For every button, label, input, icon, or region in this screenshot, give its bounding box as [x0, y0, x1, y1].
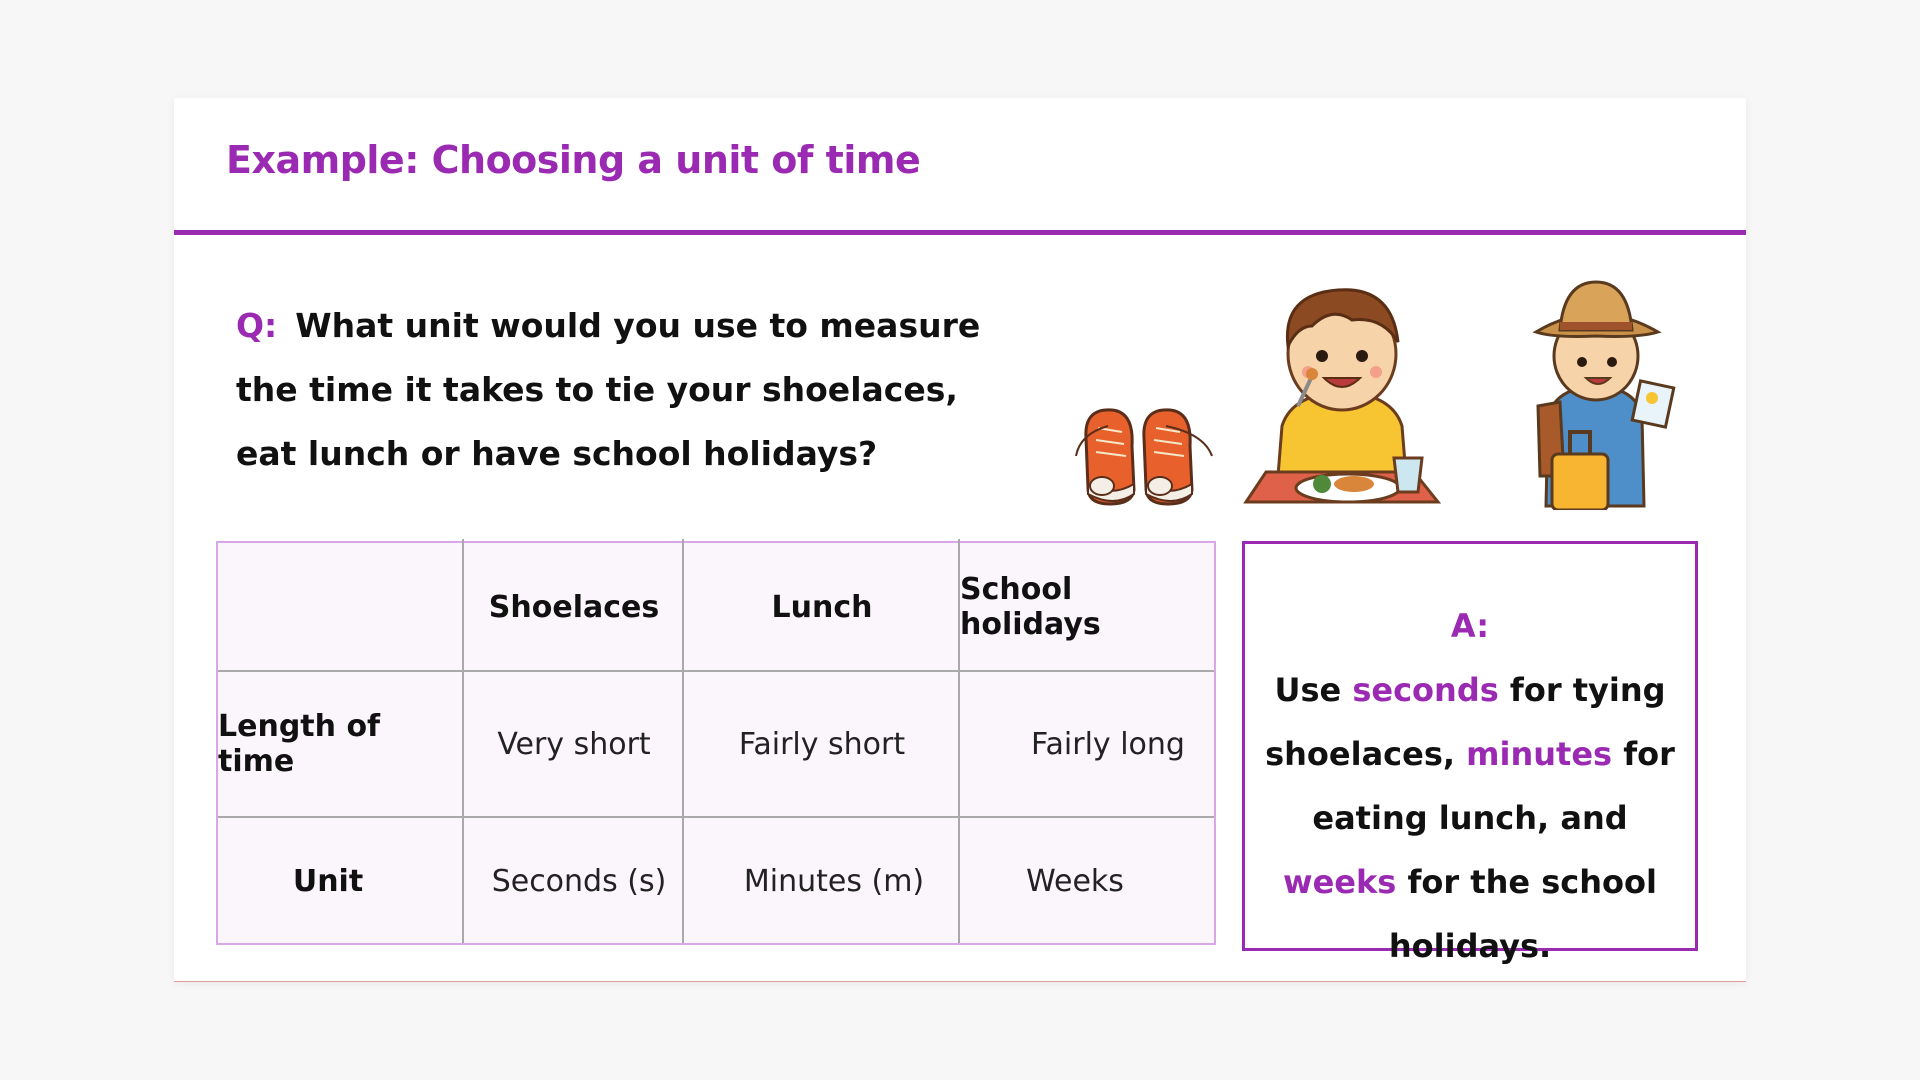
table-header-cell: Lunch — [771, 589, 873, 625]
answer-highlight: weeks — [1283, 863, 1397, 901]
title-divider — [174, 230, 1746, 235]
units-table — [216, 541, 1216, 945]
table-cell: Minutes (m) — [743, 863, 925, 899]
table-cell: Weeks — [1026, 863, 1124, 899]
table-divider — [462, 539, 464, 943]
table-row-label: Unit — [292, 863, 364, 899]
table-cell: Very short — [497, 726, 651, 762]
table-cell: Fairly short — [738, 726, 906, 762]
answer-box — [1242, 541, 1698, 965]
page-title: Example: Choosing a unit of time — [226, 138, 921, 182]
answer-label: A: — [1450, 607, 1490, 645]
question-label: Q: — [236, 306, 278, 345]
table-header-cell: Shoelaces — [488, 589, 660, 625]
table-header-cell — [218, 543, 464, 671]
question-text: What unit would you use to measure the time it takes to tie your shoelaces, eat lunch or have school holidays? — [236, 306, 981, 473]
table-divider — [218, 816, 1214, 818]
table-divider — [218, 670, 1214, 672]
table-divider — [958, 539, 960, 943]
answer-text-part: for the school holidays. — [1388, 863, 1657, 965]
table-divider — [682, 539, 684, 943]
shoes-icon — [1074, 398, 1214, 510]
table-row — [218, 817, 1214, 945]
table-header-row — [218, 543, 1214, 671]
table-row — [218, 671, 1214, 817]
answer-highlight: minutes — [1466, 735, 1613, 773]
answer-text-part: for eating lunch, and — [1312, 735, 1675, 837]
boy-traveling-icon — [1526, 276, 1676, 510]
answer-text — [1245, 658, 1695, 978]
boy-eating-lunch-icon — [1242, 276, 1442, 512]
answer-text-part: Use — [1274, 671, 1353, 709]
table-cell: Seconds (s) — [491, 863, 667, 899]
answer-highlight: seconds — [1352, 671, 1499, 709]
slide — [174, 98, 1746, 982]
table-header-cell: School holidays — [960, 572, 1101, 642]
question-block — [236, 294, 996, 486]
answer-text-part: for tying shoelaces, — [1265, 671, 1666, 773]
table-cell: Fairly long — [1031, 726, 1185, 762]
table-row-label: Length of time — [218, 709, 381, 779]
